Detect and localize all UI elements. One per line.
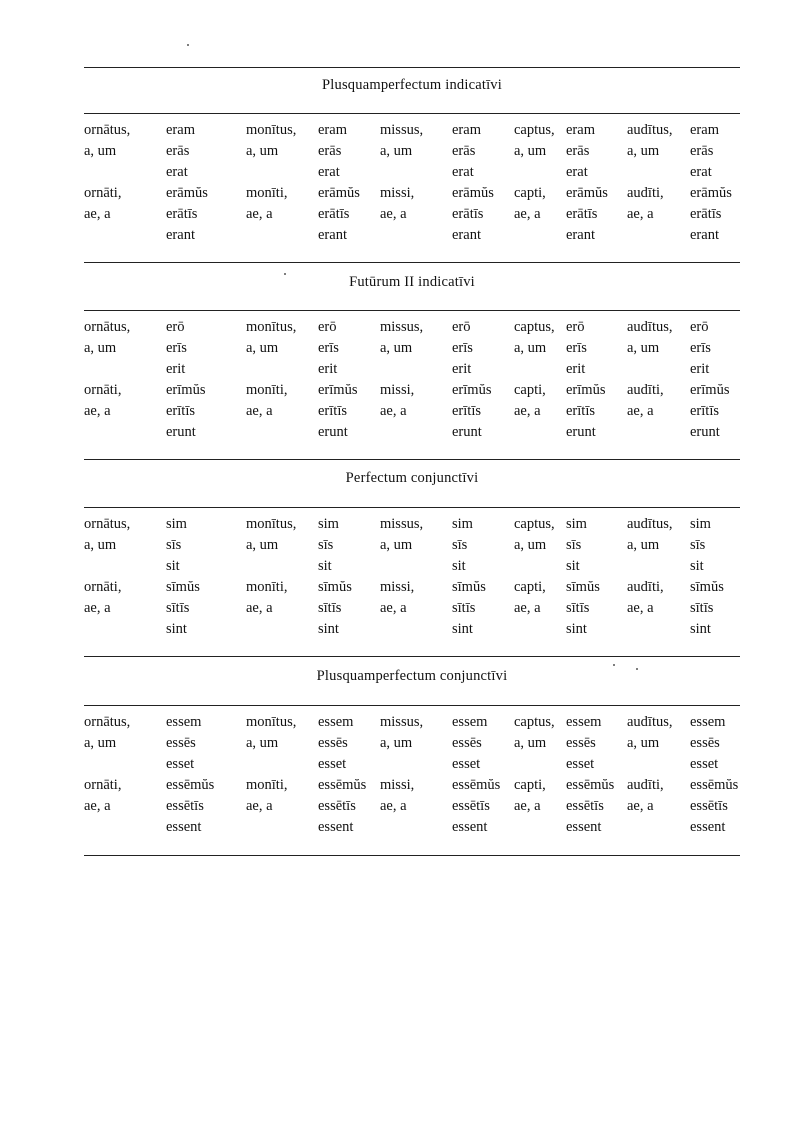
section-top-rule [84, 459, 740, 460]
participle-cell: ornāti, [84, 185, 122, 201]
auxiliary-cell: sīs [318, 537, 334, 553]
participle-cell: capti, [514, 777, 546, 793]
participle-cell: a, um [84, 340, 117, 356]
auxiliary-cell: esset [166, 756, 195, 772]
auxiliary-cell: sint [566, 621, 587, 637]
participle-cell: ornātus, [84, 319, 131, 335]
auxiliary-cell: erīmŭs [452, 382, 492, 398]
participle-cell: a, um [627, 735, 660, 751]
auxiliary-cell: erātīs [166, 206, 198, 222]
auxiliary-cell: erunt [166, 424, 196, 440]
scan-speck [187, 44, 189, 46]
participle-cell: ae, a [246, 798, 273, 814]
auxiliary-cell: erītīs [690, 403, 719, 419]
auxiliary-cell: erāmŭs [452, 185, 494, 201]
auxiliary-cell: erant [566, 227, 595, 243]
section-header-rule [84, 113, 740, 114]
participle-cell: captus, [514, 516, 555, 532]
scan-speck [284, 273, 286, 275]
auxiliary-cell: essent [452, 819, 488, 835]
auxiliary-cell: erīmŭs [566, 382, 606, 398]
participle-cell: ae, a [514, 600, 541, 616]
auxiliary-cell: erītīs [318, 403, 347, 419]
auxiliary-cell: erīs [318, 340, 339, 356]
section-title: Plusquamperfectum conjunctīvi [316, 668, 508, 684]
auxiliary-cell: erunt [566, 424, 596, 440]
auxiliary-cell: erant [690, 227, 719, 243]
auxiliary-cell: erāmŭs [690, 185, 732, 201]
auxiliary-cell: erītīs [566, 403, 595, 419]
participle-cell: a, um [84, 143, 117, 159]
section-title: Futūrum II indicatīvi [349, 274, 475, 290]
auxiliary-cell: erītīs [166, 403, 195, 419]
auxiliary-cell: sim [318, 516, 339, 532]
auxiliary-cell: sītīs [452, 600, 476, 616]
auxiliary-cell: sītīs [566, 600, 590, 616]
auxiliary-cell: essem [566, 714, 602, 730]
participle-cell: monītus, [246, 516, 297, 532]
participle-cell: monītus, [246, 319, 297, 335]
scan-speck [613, 664, 615, 666]
auxiliary-cell: essēmŭs [318, 777, 367, 793]
participle-cell: captus, [514, 122, 555, 138]
auxiliary-cell: sītīs [166, 600, 190, 616]
auxiliary-cell: sint [690, 621, 711, 637]
auxiliary-cell: sint [452, 621, 473, 637]
participle-cell: ornāti, [84, 579, 122, 595]
participle-cell: monītus, [246, 714, 297, 730]
participle-cell: ae, a [84, 206, 111, 222]
auxiliary-cell: erat [318, 164, 340, 180]
participle-cell: audīti, [627, 382, 664, 398]
auxiliary-cell: eram [566, 122, 595, 138]
auxiliary-cell: erit [452, 361, 472, 377]
participle-cell: ae, a [380, 403, 407, 419]
participle-cell: a, um [514, 340, 547, 356]
auxiliary-cell: erīmŭs [318, 382, 358, 398]
participle-cell: ornātus, [84, 122, 131, 138]
auxiliary-cell: erant [166, 227, 195, 243]
auxiliary-cell: erīs [690, 340, 711, 356]
section-header-rule [84, 507, 740, 508]
auxiliary-cell: erō [566, 319, 585, 335]
auxiliary-cell: sīmŭs [690, 579, 724, 595]
participle-cell: audītus, [627, 319, 673, 335]
participle-cell: a, um [84, 735, 117, 751]
participle-cell: missus, [380, 122, 424, 138]
participle-cell: missi, [380, 579, 415, 595]
auxiliary-cell: erāmŭs [566, 185, 608, 201]
participle-cell: audītus, [627, 714, 673, 730]
auxiliary-cell: erās [452, 143, 476, 159]
participle-cell: ae, a [84, 403, 111, 419]
auxiliary-cell: erītīs [452, 403, 481, 419]
auxiliary-cell: erō [690, 319, 709, 335]
auxiliary-cell: sītīs [318, 600, 342, 616]
auxiliary-cell: sim [690, 516, 711, 532]
participle-cell: missus, [380, 714, 424, 730]
auxiliary-cell: sit [166, 558, 180, 574]
auxiliary-cell: essent [166, 819, 202, 835]
auxiliary-cell: erit [166, 361, 186, 377]
section-title: Plusquamperfectum indicatīvi [322, 77, 502, 93]
auxiliary-cell: essēs [690, 735, 720, 751]
auxiliary-cell: sītīs [690, 600, 714, 616]
auxiliary-cell: erit [566, 361, 586, 377]
auxiliary-cell: erās [566, 143, 590, 159]
auxiliary-cell: erant [318, 227, 347, 243]
participle-cell: ae, a [246, 206, 273, 222]
auxiliary-cell: essēmŭs [452, 777, 501, 793]
participle-cell: capti, [514, 185, 546, 201]
participle-cell: ae, a [246, 403, 273, 419]
auxiliary-cell: essētīs [166, 798, 204, 814]
section-title: Perfectum conjunctīvi [345, 470, 479, 486]
participle-cell: audītus, [627, 516, 673, 532]
auxiliary-cell: erat [690, 164, 712, 180]
auxiliary-cell: erās [318, 143, 342, 159]
auxiliary-cell: essēs [566, 735, 596, 751]
participle-cell: ae, a [514, 403, 541, 419]
participle-cell: monīti, [246, 777, 288, 793]
auxiliary-cell: essēmŭs [566, 777, 615, 793]
auxiliary-cell: erit [690, 361, 710, 377]
auxiliary-cell: erās [166, 143, 190, 159]
section-header-rule [84, 705, 740, 706]
section-header-rule [84, 310, 740, 311]
auxiliary-cell: erātīs [566, 206, 598, 222]
participle-cell: ae, a [380, 206, 407, 222]
auxiliary-cell: essētīs [566, 798, 604, 814]
auxiliary-cell: erat [566, 164, 588, 180]
auxiliary-cell: erāmŭs [318, 185, 360, 201]
auxiliary-cell: erant [452, 227, 481, 243]
auxiliary-cell: essēs [452, 735, 482, 751]
participle-cell: captus, [514, 319, 555, 335]
auxiliary-cell: essētīs [690, 798, 728, 814]
participle-cell: monīti, [246, 185, 288, 201]
participle-cell: a, um [246, 537, 279, 553]
auxiliary-cell: erunt [690, 424, 720, 440]
participle-cell: a, um [514, 143, 547, 159]
participle-cell: a, um [380, 537, 413, 553]
auxiliary-cell: sīmŭs [318, 579, 352, 595]
auxiliary-cell: esset [690, 756, 719, 772]
participle-cell: a, um [380, 340, 413, 356]
auxiliary-cell: essem [166, 714, 202, 730]
participle-cell: ornātus, [84, 516, 131, 532]
participle-cell: ornāti, [84, 382, 122, 398]
auxiliary-cell: essētīs [318, 798, 356, 814]
participle-cell: a, um [246, 143, 279, 159]
participle-cell: captus, [514, 714, 555, 730]
auxiliary-cell: erātīs [318, 206, 350, 222]
participle-cell: a, um [380, 735, 413, 751]
participle-cell: monīti, [246, 579, 288, 595]
auxiliary-cell: erit [318, 361, 338, 377]
participle-cell: a, um [627, 143, 660, 159]
auxiliary-cell: sīs [690, 537, 706, 553]
participle-cell: missus, [380, 516, 424, 532]
auxiliary-cell: erīs [452, 340, 473, 356]
participle-cell: ae, a [380, 798, 407, 814]
participle-cell: a, um [627, 340, 660, 356]
auxiliary-cell: erō [452, 319, 471, 335]
section-top-rule [84, 262, 740, 263]
auxiliary-cell: sim [566, 516, 587, 532]
auxiliary-cell: eram [318, 122, 347, 138]
section-top-rule [84, 656, 740, 657]
auxiliary-cell: sīs [166, 537, 182, 553]
auxiliary-cell: essētīs [452, 798, 490, 814]
participle-cell: audīti, [627, 185, 664, 201]
auxiliary-cell: essem [452, 714, 488, 730]
auxiliary-cell: erīs [166, 340, 187, 356]
participle-cell: ae, a [514, 206, 541, 222]
participle-cell: ae, a [627, 206, 654, 222]
participle-cell: ae, a [514, 798, 541, 814]
auxiliary-cell: sim [166, 516, 187, 532]
participle-cell: ae, a [246, 600, 273, 616]
participle-cell: ornāti, [84, 777, 122, 793]
participle-cell: ae, a [380, 600, 407, 616]
auxiliary-cell: sit [318, 558, 332, 574]
auxiliary-cell: erat [166, 164, 188, 180]
auxiliary-cell: erīmŭs [690, 382, 730, 398]
auxiliary-cell: essēmŭs [690, 777, 739, 793]
participle-cell: a, um [246, 340, 279, 356]
auxiliary-cell: eram [452, 122, 481, 138]
auxiliary-cell: essem [318, 714, 354, 730]
section-bottom-rule [84, 855, 740, 856]
participle-cell: audītus, [627, 122, 673, 138]
participle-cell: ae, a [84, 600, 111, 616]
auxiliary-cell: sīmŭs [566, 579, 600, 595]
auxiliary-cell: sit [452, 558, 466, 574]
participle-cell: a, um [627, 537, 660, 553]
participle-cell: missi, [380, 382, 415, 398]
auxiliary-cell: sīmŭs [166, 579, 200, 595]
auxiliary-cell: essem [690, 714, 726, 730]
auxiliary-cell: esset [452, 756, 481, 772]
participle-cell: audīti, [627, 777, 664, 793]
participle-cell: ae, a [627, 600, 654, 616]
auxiliary-cell: erō [318, 319, 337, 335]
auxiliary-cell: erātīs [452, 206, 484, 222]
participle-cell: ae, a [627, 798, 654, 814]
auxiliary-cell: erunt [452, 424, 482, 440]
auxiliary-cell: erīs [566, 340, 587, 356]
participle-cell: a, um [380, 143, 413, 159]
auxiliary-cell: sint [166, 621, 187, 637]
participle-cell: ornātus, [84, 714, 131, 730]
participle-cell: a, um [514, 735, 547, 751]
participle-cell: missus, [380, 319, 424, 335]
participle-cell: monītus, [246, 122, 297, 138]
auxiliary-cell: erāmŭs [166, 185, 208, 201]
participle-cell: missi, [380, 777, 415, 793]
auxiliary-cell: essent [318, 819, 354, 835]
participle-cell: ae, a [627, 403, 654, 419]
auxiliary-cell: essēs [318, 735, 348, 751]
auxiliary-cell: essent [690, 819, 726, 835]
auxiliary-cell: erās [690, 143, 714, 159]
auxiliary-cell: essēmŭs [166, 777, 215, 793]
participle-cell: monīti, [246, 382, 288, 398]
participle-cell: ae, a [84, 798, 111, 814]
auxiliary-cell: erō [166, 319, 185, 335]
auxiliary-cell: erātīs [690, 206, 722, 222]
auxiliary-cell: erunt [318, 424, 348, 440]
auxiliary-cell: sīs [452, 537, 468, 553]
participle-cell: missi, [380, 185, 415, 201]
participle-cell: a, um [514, 537, 547, 553]
auxiliary-cell: eram [166, 122, 195, 138]
participle-cell: audīti, [627, 579, 664, 595]
participle-cell: a, um [246, 735, 279, 751]
auxiliary-cell: essēs [166, 735, 196, 751]
auxiliary-cell: esset [318, 756, 347, 772]
auxiliary-cell: eram [690, 122, 719, 138]
auxiliary-cell: essent [566, 819, 602, 835]
auxiliary-cell: sīs [566, 537, 582, 553]
participle-cell: capti, [514, 382, 546, 398]
section-top-rule [84, 67, 740, 68]
auxiliary-cell: sīmŭs [452, 579, 486, 595]
participle-cell: a, um [84, 537, 117, 553]
participle-cell: capti, [514, 579, 546, 595]
auxiliary-cell: sim [452, 516, 473, 532]
auxiliary-cell: erīmŭs [166, 382, 206, 398]
scan-speck [636, 668, 638, 670]
auxiliary-cell: sit [566, 558, 580, 574]
auxiliary-cell: sit [690, 558, 704, 574]
auxiliary-cell: sint [318, 621, 339, 637]
auxiliary-cell: esset [566, 756, 595, 772]
auxiliary-cell: erat [452, 164, 474, 180]
